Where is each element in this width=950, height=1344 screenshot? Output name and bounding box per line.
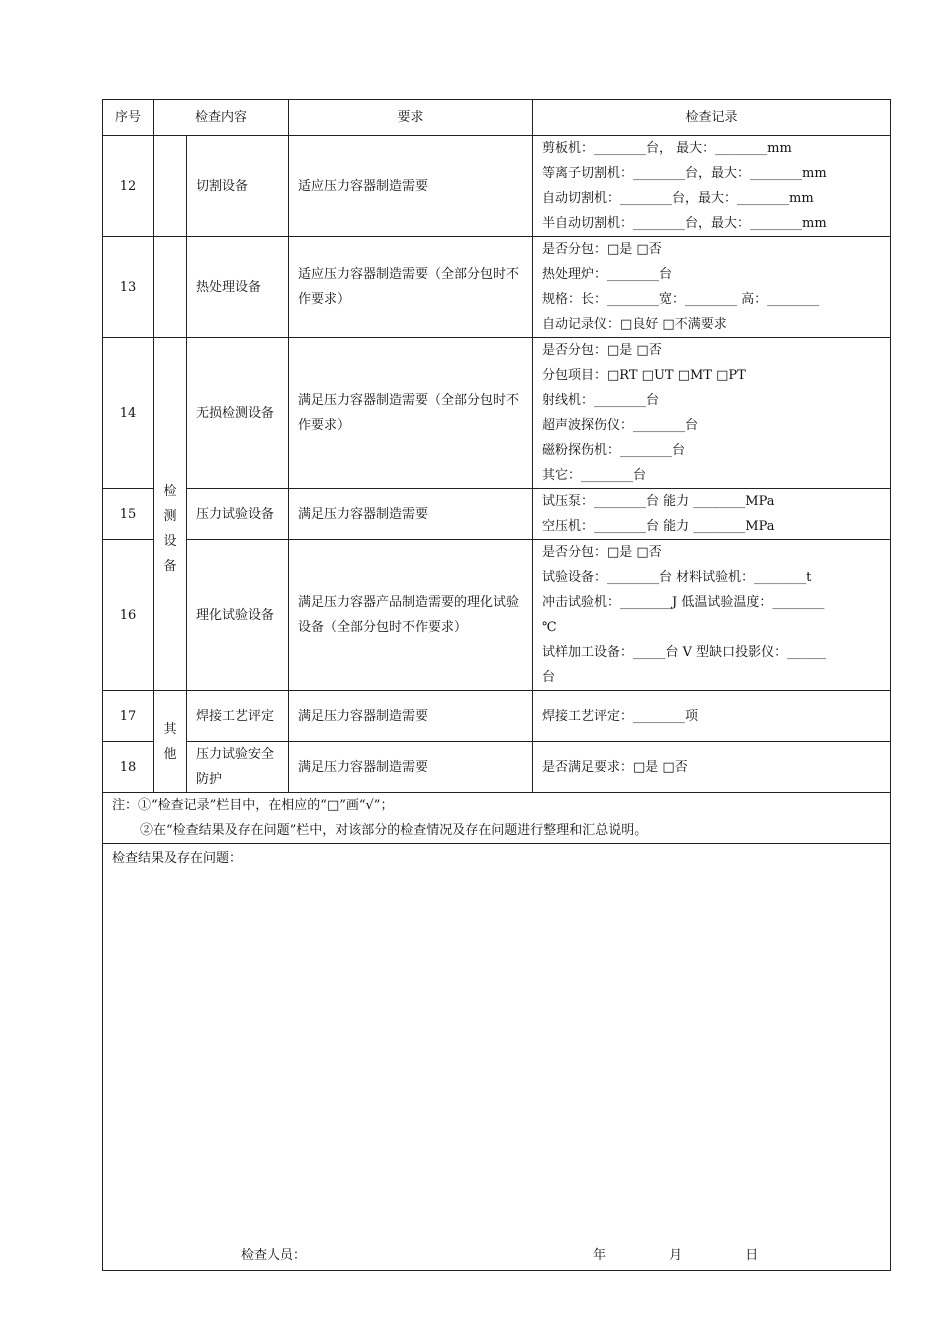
row-record	[533, 338, 891, 489]
record-line: 是否分包：□是 □否	[542, 242, 662, 257]
record-line: 规格：长：________宽：________ 高：________	[542, 292, 820, 307]
row-item: 压力试验设备	[187, 489, 289, 540]
group-blank	[154, 136, 187, 237]
year-label: 年	[593, 1248, 607, 1263]
record-line: 等离子切割机：________台，最大：________mm	[542, 166, 827, 181]
group-label	[154, 717, 186, 767]
row-record	[533, 540, 891, 691]
record-line: 自动切割机：________台，最大：________mm	[542, 191, 814, 206]
table-row	[103, 540, 891, 691]
record-line: 超声波探伤仪：________台	[542, 418, 699, 433]
table-header-row	[103, 100, 891, 136]
record-line: 半自动切割机：________台，最大：________mm	[542, 216, 827, 231]
group-label-char: 备	[163, 559, 177, 574]
row-record	[533, 691, 891, 742]
record-line: 其它：________台	[542, 468, 647, 483]
row-record	[533, 742, 891, 793]
row-item: 热处理设备	[187, 237, 289, 338]
header-no: 序号	[103, 100, 154, 136]
day-label: 日	[745, 1248, 759, 1263]
group-label-char: 测	[163, 509, 177, 524]
row-no: 15	[103, 489, 154, 540]
record-line: 台	[542, 670, 556, 685]
record-line: 试验设备：________台 材料试验机：________t	[542, 570, 812, 585]
header-requirement: 要求	[289, 100, 533, 136]
row-no: 17	[103, 691, 154, 742]
record-line: 是否分包：□是 □否	[542, 545, 662, 560]
row-requirement: 满足压力容器制造需要（全部分包时不作要求）	[289, 338, 533, 489]
row-no: 18	[103, 742, 154, 793]
table-row	[103, 742, 891, 793]
inspection-form-table	[102, 99, 891, 1271]
group-label	[154, 449, 186, 579]
record-line: 是否分包：□是 □否	[542, 343, 662, 358]
group-label-char: 他	[163, 746, 177, 762]
row-requirement: 满足压力容器制造需要	[289, 691, 533, 742]
header-record: 检查记录	[533, 100, 891, 136]
row-item: 理化试验设备	[187, 540, 289, 691]
row-no: 13	[103, 237, 154, 338]
date-fields	[593, 1243, 758, 1268]
row-requirement: 满足压力容器制造需要	[289, 489, 533, 540]
inspector-label: 检查人员：	[241, 1248, 307, 1263]
row-no: 12	[103, 136, 154, 237]
row-item: 无损检测设备	[187, 338, 289, 489]
record-line: 分包项目：□RT □UT □MT □PT	[542, 368, 746, 383]
table-row	[103, 338, 891, 489]
row-record	[533, 237, 891, 338]
record-line: 剪板机：________台， 最大：________mm	[542, 141, 792, 156]
note-line: ②在“检查结果及存在问题”栏中，对该部分的检查情况及存在问题进行整理和汇总说明。	[140, 823, 648, 838]
month-label: 月	[669, 1248, 683, 1263]
group-label-char: 其	[163, 721, 177, 737]
record-line: 自动记录仪：□良好 □不满要求	[542, 317, 727, 332]
row-requirement: 满足压力容器制造需要	[289, 742, 533, 793]
row-requirement: 适应压力容器制造需要	[289, 136, 533, 237]
record-line: 空压机：________台 能力 ________MPa	[542, 519, 775, 534]
row-item: 焊接工艺评定	[187, 691, 289, 742]
result-row	[103, 844, 891, 1271]
record-line: 焊接工艺评定：________项	[542, 708, 699, 724]
row-no: 16	[103, 540, 154, 691]
row-record	[533, 489, 891, 540]
record-line: 试样加工设备：_____台 V 型缺口投影仪：______	[542, 645, 827, 660]
notes-row	[103, 793, 891, 844]
record-line: 试压泵：________台 能力 ________MPa	[542, 494, 775, 509]
row-record	[533, 136, 891, 237]
row-item: 压力试验安全防护	[187, 742, 289, 793]
group-blank	[154, 237, 187, 338]
record-line: 磁粉探伤机：________台	[542, 443, 686, 458]
group-other	[154, 691, 187, 793]
record-line: 是否满足要求：□是 □否	[542, 759, 688, 775]
table-row	[103, 237, 891, 338]
record-line: ℃	[542, 620, 557, 635]
row-item: 切割设备	[187, 136, 289, 237]
note-line: 注：①“检查记录”栏目中，在相应的“□”画“√”；	[112, 798, 394, 813]
header-content: 检查内容	[154, 100, 289, 136]
notes-cell	[103, 793, 891, 844]
table-row	[103, 489, 891, 540]
record-line: 热处理炉：________台	[542, 267, 673, 282]
group-label-char: 设	[163, 534, 177, 549]
table-row	[103, 691, 891, 742]
row-no: 14	[103, 338, 154, 489]
row-requirement: 满足压力容器产品制造需要的理化试验设备（全部分包时不作要求）	[289, 540, 533, 691]
group-inspection-equipment	[154, 338, 187, 691]
record-line: 射线机：________台	[542, 393, 660, 408]
row-requirement: 适应压力容器制造需要（全部分包时不作要求）	[289, 237, 533, 338]
record-line: 冲击试验机：________J 低温试验温度：________	[542, 595, 825, 610]
result-cell	[103, 844, 891, 1271]
group-label-char: 检	[163, 484, 177, 499]
table-row	[103, 136, 891, 237]
result-title: 检查结果及存在问题：	[112, 851, 243, 866]
